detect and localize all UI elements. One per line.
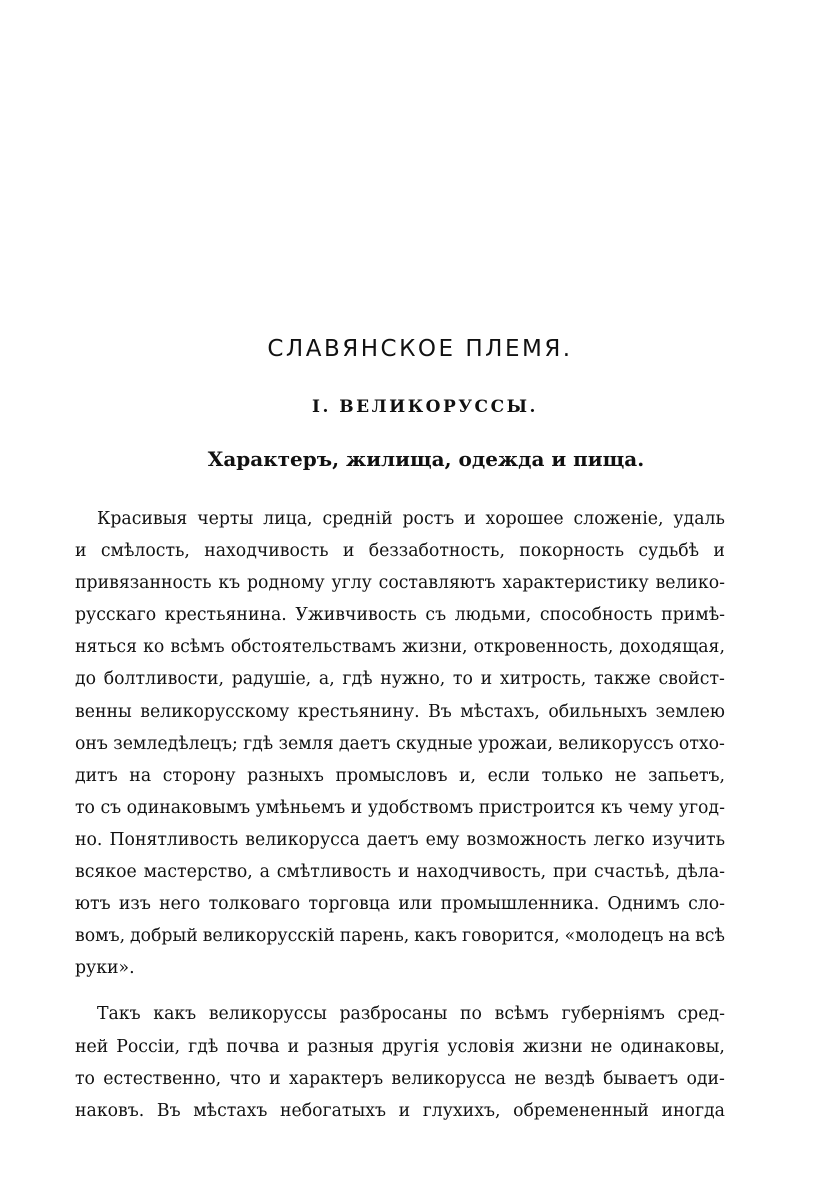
text-line: вомъ, добрый великорусскій парень, какъ говорится, «молодецъ на всѣ	[75, 926, 725, 947]
text-line: онъ земледѣлецъ; гдѣ земля даетъ скудные урожаи, великоруссъ отхо-	[75, 733, 725, 754]
text-line: то естественно, что и характеръ великорусса не вездѣ бываетъ оди-	[75, 1068, 725, 1089]
text-line: руки».	[75, 958, 135, 979]
chapter-subtitle: I. ВЕЛИКОРУССЫ.	[312, 397, 538, 417]
text-line: всякое мастерство, а смѣтливость и находчивость, при счастьѣ, дѣла-	[75, 862, 725, 883]
text-line: дитъ на сторону разныхъ промысловъ и, если только не запьетъ,	[75, 765, 725, 786]
paragraph-gap	[75, 984, 725, 998]
text-line: то съ одинаковымъ умѣньемъ и удобствомъ пристроится къ чему угод-	[75, 797, 725, 818]
text-line: до болтливости, радушіе, а, гдѣ нужно, то и хитрость, также свойст-	[75, 669, 725, 690]
text-line: русскаго крестьянина. Уживчивость съ людьми, способность примѣ-	[75, 605, 725, 626]
body-text	[75, 503, 725, 1127]
page-title: СЛАВЯНСКОЕ ПЛЕМЯ.	[267, 336, 573, 362]
text-line: ней Россіи, гдѣ почва и разныя другія условія жизни не одинаковы,	[75, 1036, 725, 1057]
text-line: Красивыя черты лица, средній ростъ и хорошее сложеніе, удаль	[97, 509, 725, 529]
text-line: и смѣлость, находчивость и беззаботность, покорность судьбѣ и	[75, 541, 725, 562]
text-line: привязанность къ родному углу составляютъ характеристику велико-	[75, 573, 725, 594]
text-line: но. Понятливость великорусса даетъ ему возможность легко изучить	[75, 829, 725, 850]
text-line: Такъ какъ великоруссы разбросаны по всѣмъ губерніямъ сред-	[97, 1004, 725, 1025]
text-line: няться ко всѣмъ обстоятельствамъ жизни, откровенность, доходящая,	[75, 637, 725, 658]
text-line: ютъ изъ него толковаго торговца или промышленника. Однимъ сло-	[75, 894, 725, 915]
section-heading: Характеръ, жилища, одежда и пища.	[207, 447, 645, 471]
text-line: венны великорусскому крестьянину. Въ мѣстахъ, обильныхъ землею	[75, 701, 725, 722]
paragraph-1	[75, 503, 725, 984]
text-line: наковъ. Въ мѣстахъ небогатыхъ и глухихъ, обремененный иногда	[75, 1100, 725, 1121]
paragraph-2	[75, 998, 725, 1126]
